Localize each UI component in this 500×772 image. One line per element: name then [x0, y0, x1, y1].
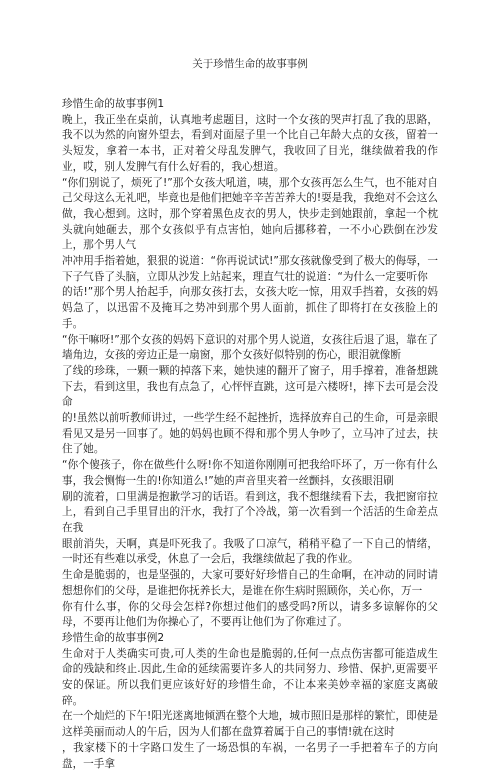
paragraph: 在一个灿烂的下午!阳光迷离地倾洒在整个大地，城市照旧是那样的繁忙，即使是这样美丽而动人的午后，因为人们都在盘算着属于自己的事情!就在这时 — [62, 710, 438, 739]
paragraph: 生命是脆弱的，也是坚强的，大家可要好好珍惜自己的生命啊，在冲动的同时请想想你们的父母，是谁把你抚养长大，是谁在你生病时照顾你，关心你，万一 — [62, 569, 438, 597]
paragraph: 生命对于人类确实可贵,可人类的生命也是脆弱的,任何一点点伤害都可能造成生命的残缺和终止.因此,生命的延续需要许多人的共同努力、珍惜、保护,更需要平安的保证。所以我们更应该好好的珍惜生命，不让本来美妙幸福的家庭支离破碎。 — [62, 647, 438, 707]
paragraph: 晚上，我正坐在桌前，认真地考虑题目，这时一个女孩的哭声打乱了我的思路，我不以为然的向窗外望去，看到对面屋子里一个比自己年龄大点的女孩，留着一头短发，拿着一本书，正对着父母乱发脾气，我收回了目光，继续做着我的作业，哎，别人发脾气有什么好看的，我心想道。 — [62, 113, 438, 173]
paragraph: 冲冲用手指着她，狠狠的说道：“你再说试试!”那女孩就像受到了极大的侮辱，一下子气昏了头脑，立即从沙发上站起来，理直气壮的说道：“为什么一定要听你 — [62, 255, 438, 283]
paragraph: 眼前消失，天啊，真是吓死我了。我吸了口凉气，稍稍平稳了一下自己的情绪，一时还有些难以承受，休息了一会后，我继续做起了我的作业。 — [62, 537, 438, 566]
paragraph: 的话!”那个男人抬起手，向那女孩打去，女孩大吃一惊，用双手挡着，女孩的妈妈急了，以迅雷不及掩耳之势冲到那个男人面前，抓住了即将打在女孩脸上的手。 — [62, 286, 438, 330]
paragraph: “你干嘛呀!”那个女孩的妈妈下意识的对那个男人说道，女孩往后退了退，靠在了墙角边，女孩的旁边正是一扇窗，那个女孩好似特别的伤心，眼泪就像断 — [62, 333, 438, 362]
document-title: 关于珍惜生命的故事事例 — [192, 58, 308, 70]
paragraph: 了线的珍珠，一颗一颗的掉落下来，她快速的翻开了窗子，用手撑着，准备想跳下去，看到这里，我也有点急了，心怦怦直跳，这可是六楼呀!，摔下去可是会没命 — [62, 364, 438, 409]
paragraph: ，我家楼下的十字路口发生了一场恐惧的车祸，一名男子一手把着车子的方向盘，一手拿 — [62, 741, 438, 770]
paragraph: “你个傻孩子，你在做些什么呀!你不知道你刚刚可把我给吓坏了，万一你有什么事，我会恻悔一生的!你知道么!”她的声音里夹着一丝颤抖，女孩眼泪刷 — [62, 459, 438, 487]
section-heading: 珍惜生命的故事事例1 — [62, 98, 165, 110]
section-heading: 珍惜生命的故事事例2 — [62, 631, 165, 644]
paragraph: 的!虽然以前听教师讲过，一些学生经不起挫折，选择放弃自己的生命，可是亲眼看见又是另一回事了。她的妈妈也顾不得和那个男人争吵了，立马冲了过去，扶住了她。 — [62, 412, 438, 456]
paragraph: 刷的流着，口里满是抱歉学习的话语。看到这，我不想继续看下去，我把窗帘拉上，看到自己手里冒出的汗水，我打了个冷战，第一次看到一个活活的生命差点在我 — [62, 490, 438, 534]
paragraph: “你们别说了，烦死了!”那个女孩大吼道，咦，那个女孩再怎么生气，也不能对自己父母这么无礼吧，毕竟也是他们把她辛辛苦苦养大的!耍是我，我绝对不会这么做，我心想到。这时，那个穿着黑色皮衣的男人，快步走到她跟前，拿起一个枕头就向她砸去，那个女孩似乎有点害怕，她向后挪移着，一不小心跌倒在沙发上，那个男人气 — [62, 176, 438, 252]
document-body — [62, 97, 438, 772]
paragraph: 你有什么事，你的父母会怎样?你想过他们的感受吗?所以，请多多谅解你的父母，不要再让他们为你操心了，不要再让他们为了你难过了。 — [62, 600, 438, 629]
